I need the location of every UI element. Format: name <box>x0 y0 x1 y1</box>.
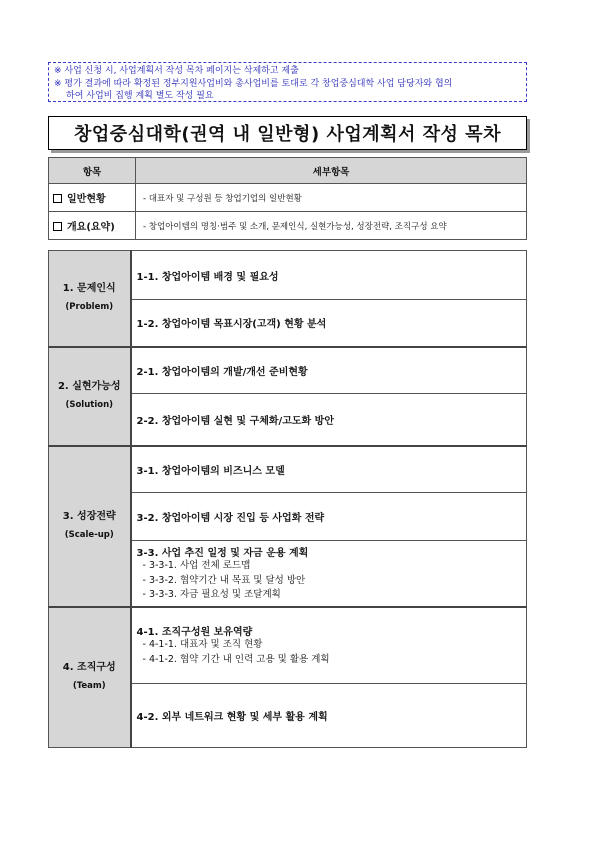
table-row <box>49 251 527 300</box>
section-item: 3-2. 창업아이템 시장 진입 등 사업화 전략 <box>131 493 527 541</box>
notice-line-2: ※ 평가 결과에 따라 확정된 정부지원사업비와 총사업비를 토대로 각 창업중심대학 사업 담당자와 협의 <box>54 78 453 89</box>
section-name: 4. 조직구성 <box>62 662 116 674</box>
section-subitem: - 4-1-1. 대표자 및 조직 현황 <box>142 639 263 651</box>
page-title <box>48 116 527 150</box>
table-row <box>49 184 527 212</box>
sections-table <box>48 250 527 748</box>
summary-item: 일반현황 <box>67 194 106 205</box>
section-item: 2-2. 창업아이템 실현 및 구체화/고도화 방안 <box>131 394 527 446</box>
section-4-label <box>49 607 131 748</box>
section-item: 4-2. 외부 네트워크 현황 및 세부 활용 계획 <box>131 684 527 748</box>
checkbox-square-icon <box>53 194 62 203</box>
section-english: (Solution) <box>65 400 114 410</box>
section-3-label <box>49 446 131 607</box>
section-english: (Problem) <box>65 302 114 313</box>
section-item: 3-1. 창업아이템의 비즈니스 모델 <box>131 446 527 493</box>
section-subitem: - 3-3-3. 자금 필요성 및 조달계획 <box>142 589 281 600</box>
notice-line-3: 하여 사업비 집행 계획 별도 작성 필요 <box>66 91 214 101</box>
section-name: 2. 실현가능성 <box>57 381 121 392</box>
summary-item: 개요(요약) <box>67 222 115 233</box>
section-subitem: - 4-1-2. 협약 기간 내 인력 고용 및 활용 계획 <box>142 653 330 665</box>
section-english: (Team) <box>72 681 106 692</box>
header-item: 항목 <box>49 158 136 184</box>
table-row <box>49 607 527 684</box>
section-2-label <box>49 347 131 446</box>
header-detail: 세부항목 <box>136 158 527 184</box>
section-name: 3. 성장전략 <box>62 511 116 522</box>
summary-detail: - 창업아이템의 명칭·범주 및 소개, 문제인식, 실현가능성, 성장전략, 조직구성 요약 <box>136 212 527 240</box>
table-row <box>49 347 527 394</box>
section-item: 1-1. 창업아이템 배경 및 필요성 <box>131 251 527 300</box>
checkbox-square-icon <box>53 222 62 231</box>
section-item: 1-2. 창업아이템 목표시장(고객) 현황 분석 <box>131 300 527 347</box>
notice-line-1: ※ 사업 신청 시, 사업계획서 작성 목차 페이지는 삭제하고 제출 <box>54 66 299 76</box>
section-english: (Scale-up) <box>64 530 114 540</box>
section-subitem: - 3-3-1. 사업 전체 로드맵 <box>142 560 251 571</box>
table-row <box>49 446 527 493</box>
summary-detail: - 대표자 및 구성원 등 창업기업의 일반현황 <box>136 184 527 212</box>
section-item: 4-1. 조직구성원 보유역량 <box>136 627 253 639</box>
table-row <box>49 212 527 240</box>
section-item: 3-3. 사업 추진 일정 및 자금 운용 계획 <box>136 548 309 559</box>
submission-notice <box>48 62 527 102</box>
section-subitem: - 3-3-2. 협약기간 내 목표 및 달성 방안 <box>142 574 306 586</box>
section-item: 2-1. 창업아이템의 개발/개선 준비현황 <box>131 347 527 394</box>
summary-table <box>48 157 527 240</box>
page-title-text: 창업중심대학(권역 내 일반형) 사업계획서 작성 목차 <box>74 124 501 145</box>
section-1-label <box>49 251 131 347</box>
summary-header-row <box>49 158 527 184</box>
section-name: 1. 문제인식 <box>62 283 116 295</box>
